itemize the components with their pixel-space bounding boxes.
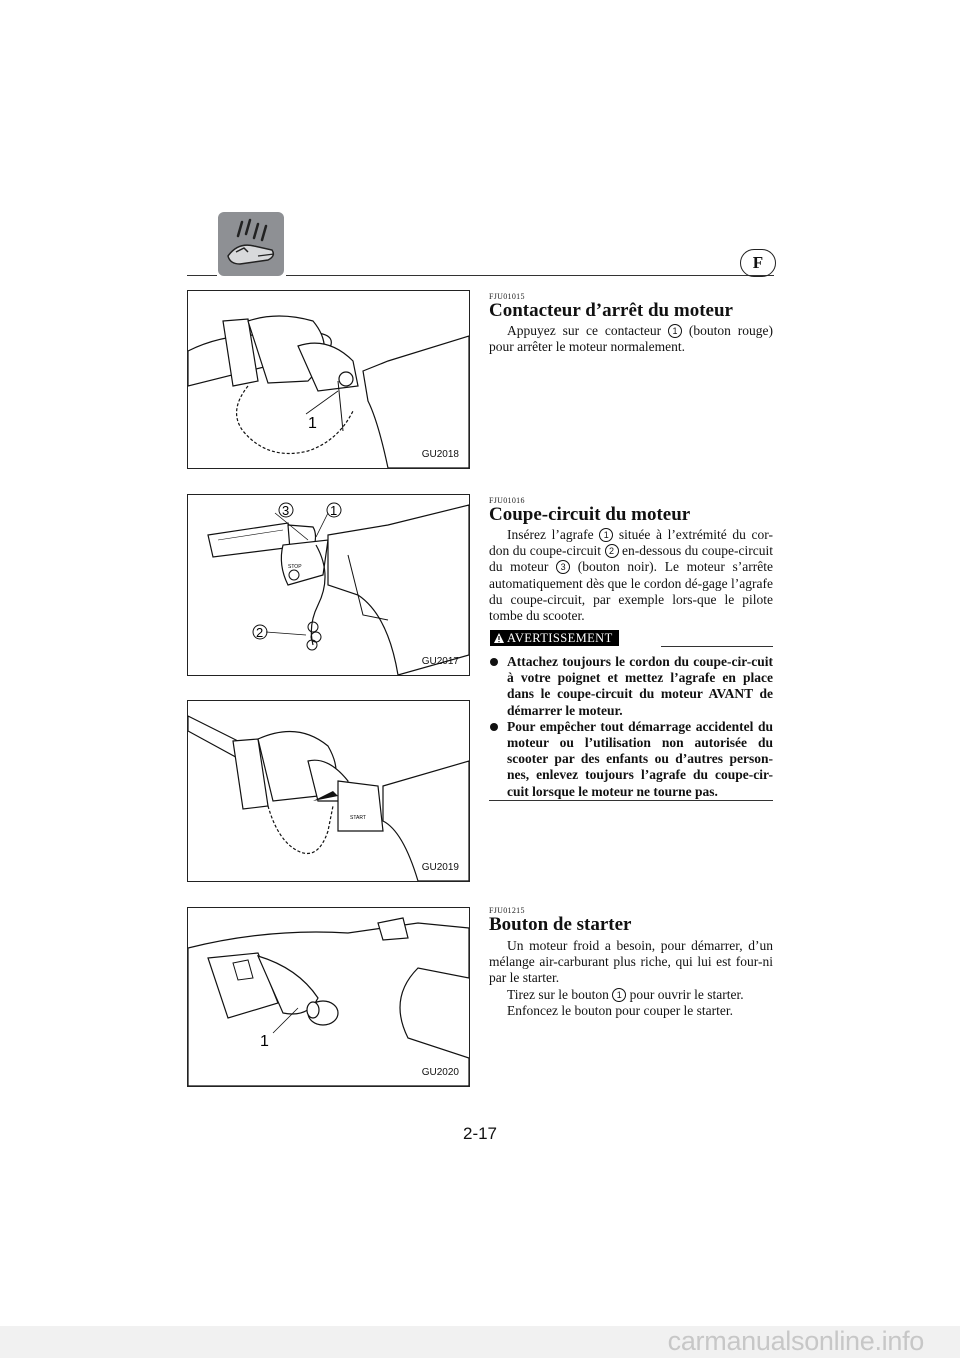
figure-code: GU2017 <box>421 656 459 667</box>
warning-list <box>489 654 773 800</box>
section-title: Coupe-circuit du moteur <box>489 504 691 525</box>
figure-callout: 3 <box>282 503 290 518</box>
callout-number: 1 <box>668 324 682 338</box>
warning-label-text: AVERTISSEMENT <box>507 631 613 645</box>
hand-on-handlebar-illustration <box>188 291 469 468</box>
watercraft-splash-icon <box>218 212 284 276</box>
bullet-icon <box>490 723 498 731</box>
section-code: FJU01215 <box>489 906 525 915</box>
section-body <box>489 527 773 624</box>
watermark-text: carmanualsonline.info <box>667 1326 924 1356</box>
figure-callout: 1 <box>260 1033 269 1050</box>
section-body <box>489 323 773 355</box>
hand-pulling-choke-illustration <box>188 908 469 1086</box>
warning-triangle-icon <box>494 633 504 643</box>
figure-engine-shut-off-cord <box>187 494 470 676</box>
hand-attaching-cord-illustration <box>188 701 469 881</box>
body-text: Un moteur froid a besoin, pour démarrer, d’un mélange air-carburant plus riche, qui lui est four-ni par le starter. <box>489 938 773 986</box>
switch-label: START <box>350 815 366 821</box>
warning-item <box>489 654 773 719</box>
warning-text: Pour empêcher tout démarrage accidentel du moteur ou l’utilisation non autorisée du scooter par des enfants ou d’autres person-nes, enlevez toujours l’agrafe du coupe-cir-cuit lorsque le moteur ne tourne pas. <box>507 718 773 799</box>
page-number: 2-17 <box>462 1124 498 1143</box>
bullet-icon <box>490 658 498 666</box>
language-badge: F <box>740 249 776 277</box>
warning-label <box>490 630 619 646</box>
callout-number: 3 <box>556 560 570 574</box>
handlebar-stop-switch-illustration <box>188 495 469 675</box>
figure-code: GU2019 <box>421 862 459 873</box>
switch-label: STOP <box>288 564 302 570</box>
section-body <box>489 938 773 1019</box>
figure-code: GU2018 <box>421 449 459 460</box>
figure-callout: 1 <box>330 503 338 518</box>
body-text: (bouton noir). Le moteur s’arrête automatiquement dès que le cordon dé-gage l’agrafe du coupe-circuit, par exemple lors-que le pilote tombe du scooter. <box>489 559 773 624</box>
figure-engine-stop-switch <box>187 290 470 469</box>
body-text: Insérez l’agrafe <box>507 527 600 542</box>
section-code: FJU01016 <box>489 496 525 505</box>
figure-attaching-clip <box>187 700 470 882</box>
callout-number: 2 <box>605 544 619 558</box>
section-title: Bouton de starter <box>489 914 632 935</box>
callout-number: 1 <box>599 528 613 542</box>
figure-choke-knob <box>187 907 470 1087</box>
figure-callout: 1 <box>308 415 317 432</box>
warning-item <box>489 719 773 800</box>
section-title: Contacteur d’arrêt du moteur <box>489 300 733 321</box>
callout-number: 1 <box>612 988 626 1002</box>
section-logo <box>218 212 284 276</box>
section-code: FJU01015 <box>489 292 525 301</box>
body-text: en-dessous du coupe-circuit du moteur <box>489 543 774 575</box>
watermark-bar <box>0 1326 960 1358</box>
body-text: Tirez sur le bouton <box>507 986 613 1002</box>
figure-callout: 2 <box>256 625 264 640</box>
body-text: située à l’extrémité du cor-don du coupe-circuit <box>489 527 774 559</box>
body-text: (bouton rouge) pour arrêter le moteur normalement. <box>489 323 773 355</box>
figure-code: GU2020 <box>421 1067 459 1078</box>
body-text: Appuyez sur ce contacteur <box>507 323 668 338</box>
warning-text: Attachez toujours le cordon du coupe-cir-cuit à votre poignet et mettez l’agrafe en place dans le coupe-circuit du moteur AVANT de démarrer le moteur. <box>507 654 773 718</box>
body-text: pour ouvrir le starter. <box>626 986 744 1002</box>
body-text: Enfoncez le bouton pour couper le starter. <box>507 1002 734 1018</box>
